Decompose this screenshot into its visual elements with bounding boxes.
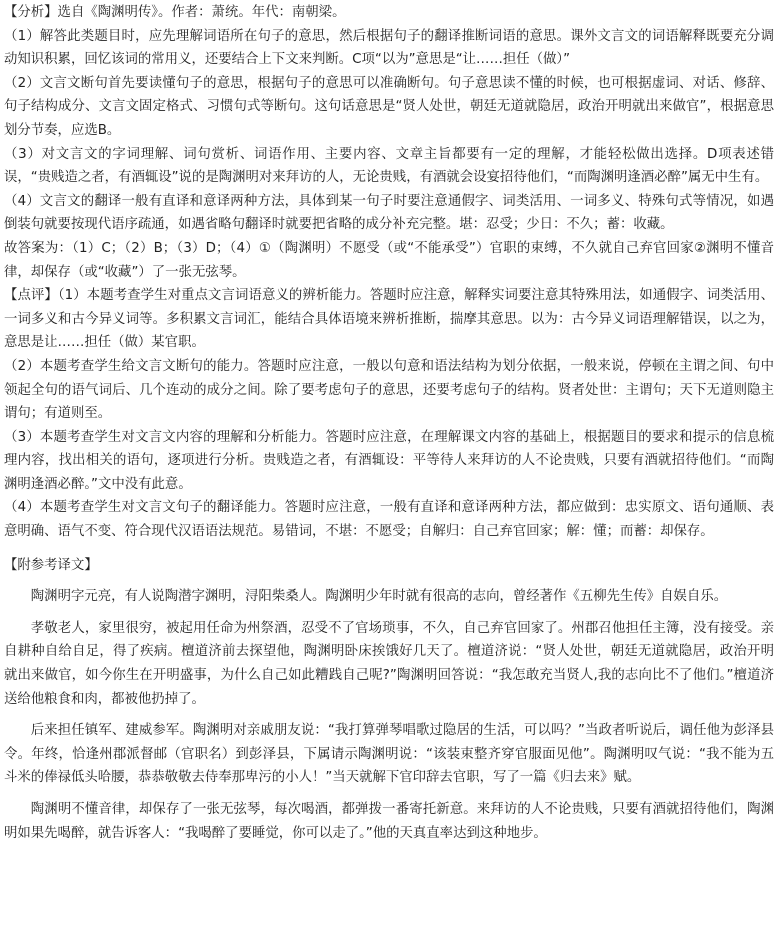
translation-p4: 陶渊明不懂音律，却保存了一张无弦琴，每次喝酒，都弹拨一番寄托新意。来拜访的人不论贵贱，只要有酒就招待他们，陶渊明如果先喝醉，就告诉客人：“我喝醉了要睡觉，你可以走了。”他的天真直率达到这种地步。: [4, 802, 774, 841]
section-spacer: [4, 544, 774, 554]
translation-p2: 孝敬老人，家里很穷，被起用任命为州祭酒，忍受不了官场琐事，不久，自己弃官回家了。州郡召他担任主簿，没有接受。亲自耕种自给自足，得了疾病。檀道济前去探望他，陶渊明卧床挨饿好几天了。檀道济说：“贤人处世，朝廷无道就隐居，政治开明就出来做官，如今你生在开明盛事，为什么自己如此糟践自己呢?”陶渊明回答说：“我怎敢充当贤人,我的志向比不了他们。”檀道济送给他粮食和肉，都被他扔掉了。: [4, 620, 774, 707]
analysis-q1: （1）解答此类题目时，应先理解词语所在句子的意思，然后根据句子的翻译推断词语的意思。课外文言文的词语解释既要充分调动知识积累，回忆该词的常用义，还要结合上下文来判断。C项“以为”意思是“让……担任（做）”: [4, 28, 774, 68]
paragraph-spacer: [4, 790, 774, 798]
analysis-section: [4, 1, 774, 284]
comment-c3: （3）本题考查学生对文言文内容的理解和分析能力。答题时应注意，在理解课文内容的基础上，根据题目的要求和提示的信息梳理内容，找出相关的语句，逐项进行分析。贵贱造之者，有酒辄设：平等待人来拜访的人不论贵贱，只要有酒就招待他们。“而陶渊明逢酒必醉。”文中没有此意。: [4, 429, 774, 492]
comment-c4: （4）本题考查学生对文言文句子的翻译能力。答题时应注意，一般有直译和意译两种方法，都应做到：忠实原文、语句通顺、表意明确、语气不变、符合现代汉语语法规范。易错词，不堪：不愿受；自解归：自己弃官回家；解：懂；而蓄：却保存。: [4, 500, 774, 540]
comment-section: [4, 284, 774, 544]
translation-p3: 后来担任镇军、建威参军。陶渊明对亲戚朋友说：“我打算弹琴唱歌过隐居的生活，可以吗？”当政者听说后，调任他为彭泽县令。年终，恰逢州郡派督邮（官职名）到彭泽县，下属请示陶渊明说：“该装束整齐穿官服面见他”。陶渊明叹气说：“我不能为五斗米的俸禄低头哈腰，恭恭敬敬去侍奉那卑污的小人！”当天就解下官印辞去官职，写了一篇《归去来》赋。: [4, 723, 774, 786]
translation-heading: 【附参考译文】: [4, 557, 98, 573]
paragraph-spacer: [4, 577, 774, 585]
comment-c1: 【点评】（1）本题考查学生对重点文言词语意义的辨析能力。答题时应注意，解释实词要注意其特殊用法，如通假字、词类活用、一词多义和古今异义词等。多积累文言词汇，能结合具体语境来辨析推断，揣摩其意思。以为：古今异义词语理解错误，以之为，意思是让……担任（做）某官职。: [4, 288, 774, 351]
paragraph-spacer: [4, 711, 774, 719]
analysis-intro: 【分析】选自《陶渊明传》。作者：萧统。年代：南朝梁。: [4, 5, 346, 20]
analysis-q3: （3）对文言文的字词理解、词句赏析、词语作用、主要内容、文章主旨都要有一定的理解，才能轻松做出选择。D项表述错误，“贵贱造之者，有酒辄设”说的是陶渊明对来拜访的人，无论贵贱，有酒就会设宴招待他们，“而陶渊明逢酒必醉”属无中生有。: [4, 146, 774, 186]
comment-c2: （2）本题考查学生给文言文断句的能力。答题时应注意，一般以句意和语法结构为划分依据，一般来说，停顿在主谓之间、句中领起全句的语气词后、几个连动的成分之间。除了要考虑句子的意思，还要考虑句子的结构。贤者处世：主谓句；天下无道则隐主谓句；有道则至。: [4, 358, 774, 422]
translation-p1: 陶渊明字元亮，有人说陶潜字渊明，浔阳柴桑人。陶渊明少年时就有很高的志向，曾经著作《五柳先生传》自娱自乐。: [30, 589, 728, 605]
paragraph-spacer: [4, 609, 774, 617]
analysis-q4: （4）文言文的翻译一般有直译和意译两种方法，具体到某一句子时要注意通假字、词类活用、一词多义、特殊句式等情况，如遇倒装句就要按现代语序疏通，如遇省略句翻译时就要把省略的成分补充完整。堪：忍受；少日：不久；蓄：收藏。: [4, 193, 774, 233]
analysis-q2: （2）文言文断句首先要读懂句子的意思，根据句子的意思可以准确断句。句子意思读不懂的时候，也可根据虚词、对话、修辞、句子结构成分、文言文固定格式、习惯句式等断句。这句话意思是“贤人处世，朝廷无道就隐居，政治开明就出来做官”，根据意思划分节奏，应选B。: [4, 75, 774, 138]
answer-summary: 故答案为：（1）C；（2）B；（3）D；（4）①（陶渊明）不愿受（或“不能承受”）官职的束缚，不久就自己弃官回家②渊明不懂音律，却保存（或“收藏”）了一张无弦琴。: [4, 240, 774, 280]
translation-section: [4, 554, 774, 846]
